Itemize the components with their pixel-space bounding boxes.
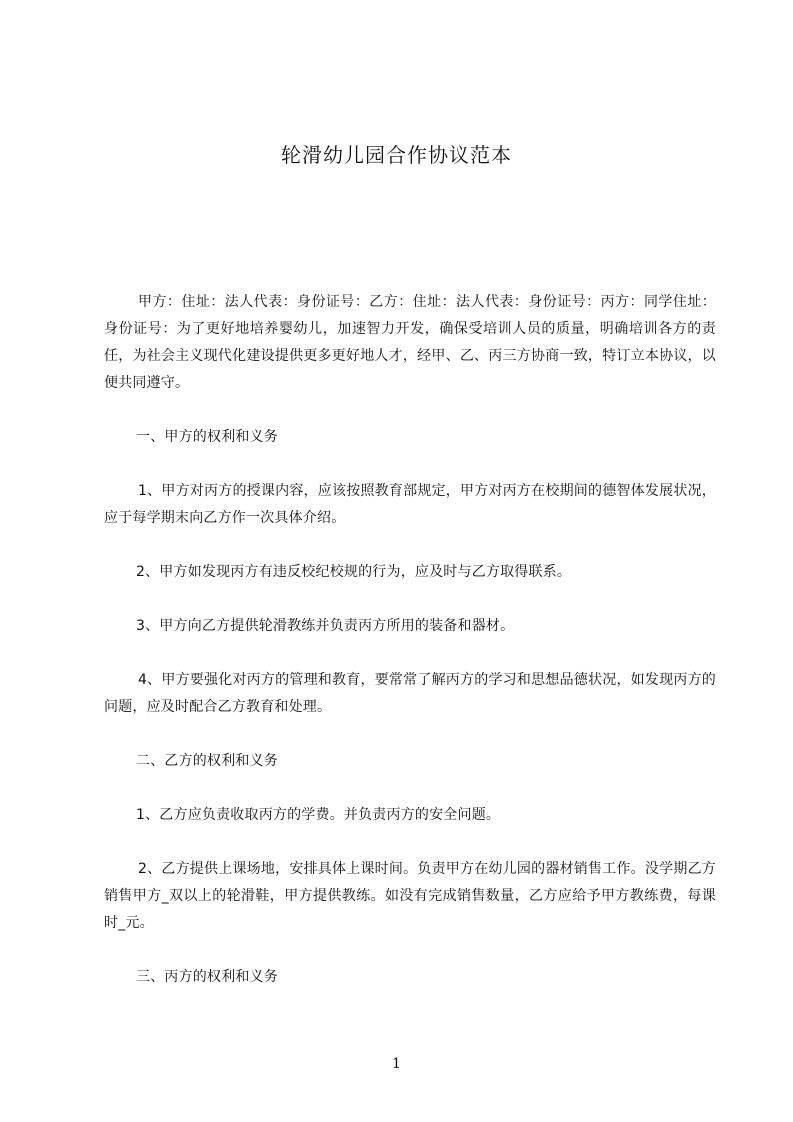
page-number: 1: [392, 1056, 401, 1072]
paragraph-gap: [104, 640, 716, 667]
paragraph-gap: [104, 937, 716, 964]
party-a-clause-1: 1、甲方对丙方的授课内容，应该按照教育部规定，甲方对丙方在校期间的德智体发展状况，应于每学期末向乙方作一次具体介绍。: [104, 483, 716, 526]
party-a-clause-3: 3、甲方向乙方提供轮滑教练并负责丙方所用的装备和器材。: [136, 618, 515, 634]
document-body: [104, 289, 716, 991]
section-heading-party-a: 一、甲方的权利和义务: [136, 429, 278, 445]
intro-paragraph: 甲方：住址：法人代表：身份证号：乙方：住址：法人代表：身份证号：丙方：同学住址：身份证号：为了更好地培养婴幼儿，加速智力开发，确保受培训人员的质量，明确培训各方的责任，为社会主义现代化建设提供更多更好地人才，经甲、乙、丙三方协商一致，特订立本协议，以便共同遵守。: [104, 294, 716, 391]
party-b-clause-1: 1、乙方应负责收取丙方的学费。并负责丙方的安全问题。: [136, 807, 501, 823]
party-a-clause-2: 2、甲方如发现丙方有违反校纪校规的行为，应及时与乙方取得联系。: [136, 564, 572, 580]
paragraph-gap: [104, 775, 716, 802]
party-a-clause-4: 4、甲方要强化对丙方的管理和教育，要常常了解丙方的学习和思想品德状况，如发现丙方的问题，应及时配合乙方教育和处理。: [104, 672, 716, 715]
section-heading-party-b: 二、乙方的权利和义务: [136, 753, 278, 769]
paragraph-gap: [104, 532, 716, 559]
paragraph-gap: [104, 721, 716, 748]
paragraph-gap: [104, 829, 716, 856]
party-b-clause-2: 2、乙方提供上课场地，安排具体上课时间。负责甲方在幼儿园的器材销售工作。没学期乙方销售甲方_双以上的轮滑鞋，甲方提供教练。如没有完成销售数量，乙方应给予甲方教练费，每课时_元。: [104, 861, 716, 931]
section-heading-party-c: 三、丙方的权利和义务: [136, 969, 278, 985]
paragraph-gap: [104, 397, 716, 424]
document-title: 轮滑幼儿园合作协议范本: [281, 143, 512, 167]
paragraph-gap: [104, 451, 716, 478]
paragraph-gap: [104, 586, 716, 613]
